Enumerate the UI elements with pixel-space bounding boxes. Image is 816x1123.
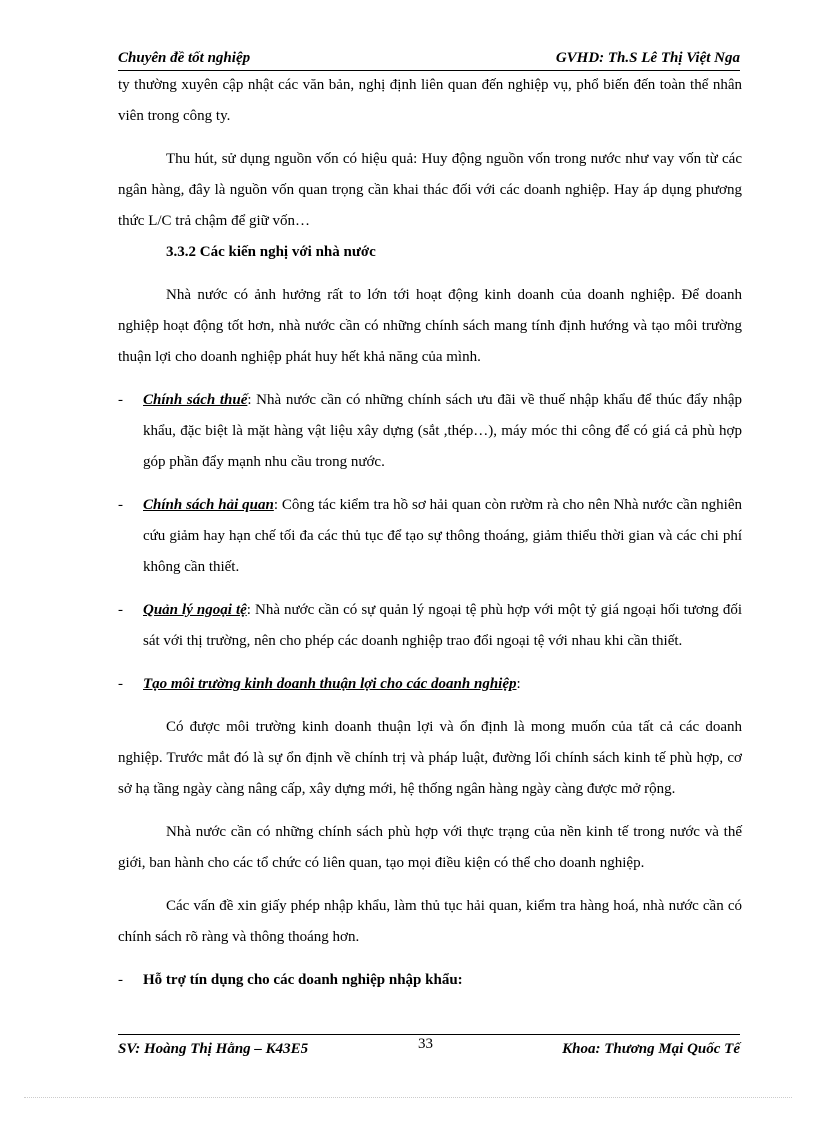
section-heading: 3.3.2 Các kiến nghị với nhà nước — [166, 244, 376, 260]
footer-student: SV: Hoàng Thị Hằng – K43E5 — [118, 1041, 309, 1057]
header-thesis-title: Chuyên đề tốt nghiệp — [118, 50, 251, 66]
bullet-text: : — [516, 676, 521, 692]
page-header — [118, 50, 740, 71]
bullet-dash: - — [118, 602, 123, 618]
page-footer — [118, 1034, 740, 1065]
bullet-text: : Nhà nước cần có những chính sách ưu đãi về thuế nhập khẩu để thúc đẩy nhập khẩu, đặc biệt là mặt hàng vật liệu xây dựng (sắt ,thép…), máy móc thi công để có giá cả phù hợp góp phần đẩy mạnh nhu cầu trong nước. — [143, 392, 742, 470]
paragraph-6: Các vấn đề xin giấy phép nhập khẩu, làm thủ tục hải quan, kiểm tra hàng hoá, nhà nước cần có chính sách rõ ràng và thông thoáng hơn. — [118, 898, 742, 945]
bullet-title: Tạo môi trường kinh doanh thuận lợi cho các doanh nghiệp — [143, 676, 517, 692]
bullet-dash: - — [118, 676, 123, 692]
paragraph-1: ty thường xuyên cập nhật các văn bản, nghị định liên quan đến nghiệp vụ, phổ biến đến toàn thể nhân viên trong công ty. — [118, 77, 742, 124]
paragraph-2: Thu hút, sử dụng nguồn vốn có hiệu quả: Huy động nguồn vốn trong nước như vay vốn từ các ngân hàng, đây là nguồn vốn quan trọng cần khai thác đối với các doanh nghiệp. Hay áp dụng phương thức L/C trả chậm để giữ vốn… — [118, 151, 742, 229]
bullet-title: Hỗ trợ tín dụng cho các doanh nghiệp nhập khẩu: — [143, 972, 463, 988]
bullet-credit-support — [118, 965, 742, 996]
bullet-customs-policy — [118, 490, 742, 583]
page-edge-divider — [24, 1097, 792, 1098]
page-number: 33 — [418, 1036, 433, 1052]
paragraph-4: Có được môi trường kinh doanh thuận lợi và ổn định là mong muốn của tất cả các doanh nghiệp. Trước mắt đó là sự ổn định về chính trị và pháp luật, đường lối chính sách kinh tế phù hợp, cơ sở hạ tầng ngày càng nâng cấp, xây dựng mới, hệ thống ngân hàng ngày càng được mở rộng. — [118, 719, 742, 797]
paragraph-3: Nhà nước có ảnh hưởng rất to lớn tới hoạt động kinh doanh của doanh nghiệp. Để doanh nghiệp hoạt động tốt hơn, nhà nước cần có những chính sách mang tính định hướng và tạo môi trường thuận lợi cho doanh nghiệp phát huy hết khả năng của mình. — [118, 287, 742, 365]
bullet-dash: - — [118, 392, 123, 408]
header-advisor: GVHD: Th.S Lê Thị Việt Nga — [555, 50, 740, 66]
bullet-foreign-currency — [118, 595, 742, 657]
bullet-tax-policy — [118, 385, 742, 478]
bullet-dash: - — [118, 972, 123, 988]
bullet-business-environment — [118, 669, 742, 700]
bullet-title: Chính sách hải quan — [143, 497, 274, 513]
bullet-dash: - — [118, 497, 123, 513]
document-body — [118, 70, 742, 996]
bullet-title: Chính sách thuế — [143, 392, 248, 408]
bullet-title: Quản lý ngoại tệ — [143, 602, 247, 618]
paragraph-5: Nhà nước cần có những chính sách phù hợp với thực trạng của nền kinh tế trong nước và thế giới, ban hành cho các tổ chức có liên quan, tạo mọi điều kiện có thể cho doanh nghiệp. — [118, 824, 742, 871]
footer-faculty: Khoa: Thương Mại Quốc Tế — [562, 1041, 740, 1057]
bullet-text: : Nhà nước cần có sự quản lý ngoại tệ phù hợp với một tỷ giá ngoại hối tương đối sát với thị trường, nên cho phép các doanh nghiệp trao đổi ngoại tệ với nhau khi cần thiết. — [143, 602, 743, 649]
bullet-text: : Công tác kiểm tra hồ sơ hải quan còn rườm rà cho nên Nhà nước cần nghiên cứu giảm hay hạn chế tối đa các thủ tục để tạo sự thông thoáng, giảm thiểu thời gian và các chi phí không cần thiết. — [143, 497, 743, 575]
